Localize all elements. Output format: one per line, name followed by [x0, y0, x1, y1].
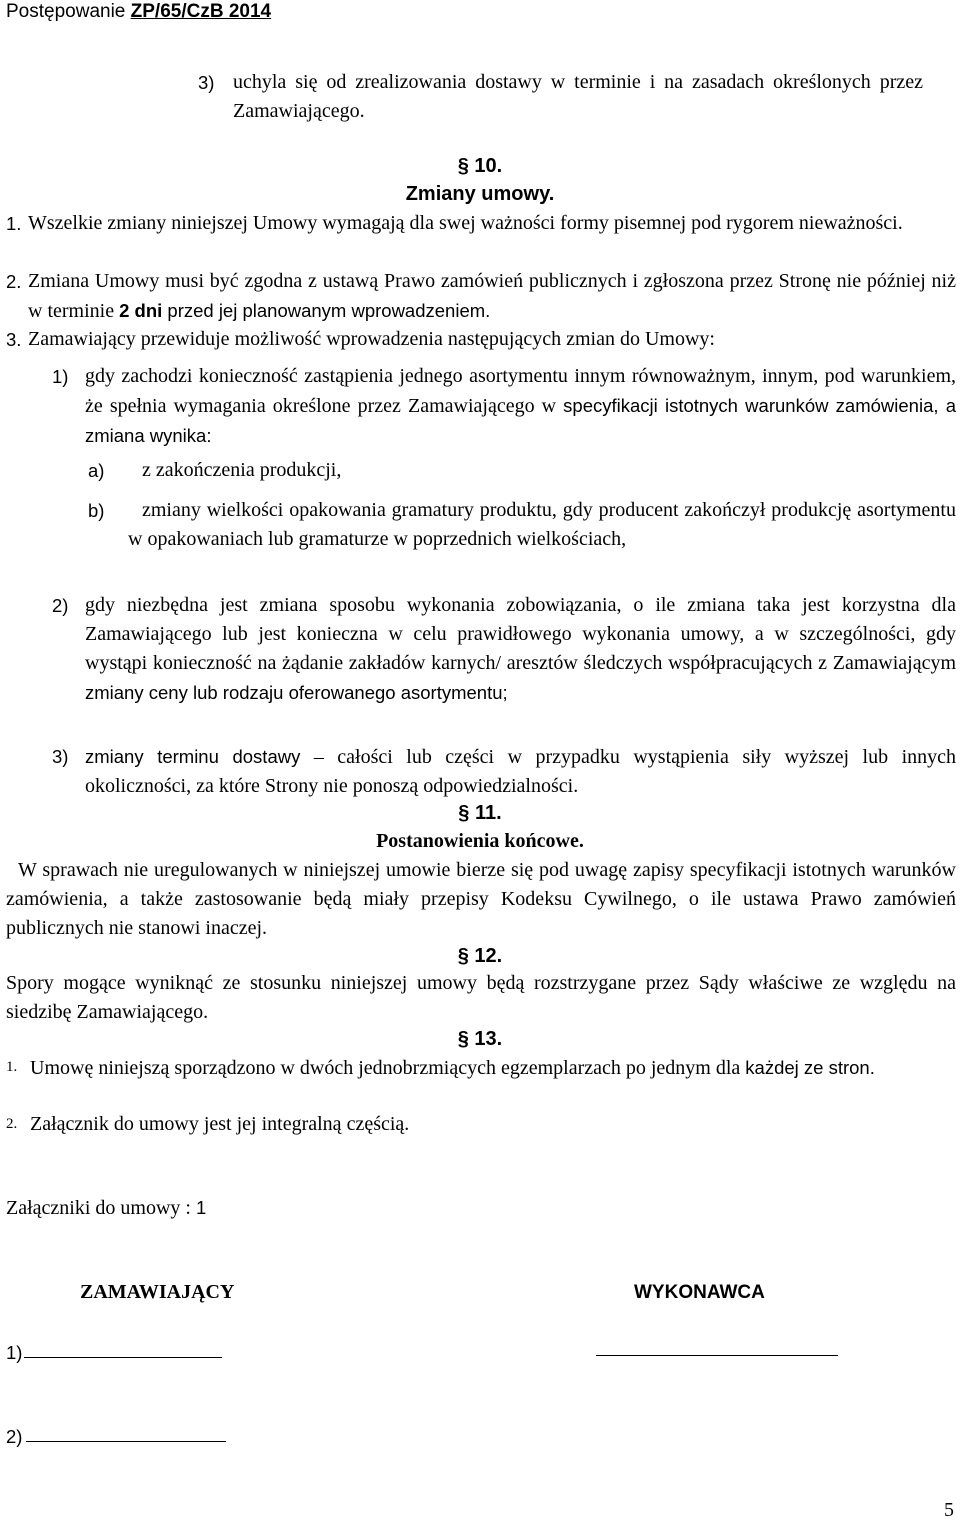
signature-label-contractor: WYKONAWCA: [634, 1282, 765, 1303]
paragraph-text: Wszelkie zmiany niniejszej Umowy wymagają dla swej ważności formy pisemnej pod rygorem nieważności.: [28, 212, 903, 234]
item-number: 3.: [6, 329, 22, 350]
paragraph-text: zmiany terminu dostawy – całości lub części w przypadku wystąpienia siły wyższej lub innych okoliczności, za które Strony nie ponoszą odpowiedzialności.: [85, 746, 957, 797]
subitem-letter: a): [88, 460, 105, 481]
header-prefix: Postępowanie: [6, 1, 131, 22]
paragraph-text: gdy niezbędna jest zmiana sposobu wykonania zobowiązania, o ile zmiana taka jest korzystna dla Zamawiającego lub jest konieczna w celu prawidłowego wykonania umowy, a w szczególności, gdy wystąpi konieczność na żądanie zakładów karnych/ aresztów śledczych współpracujących z Zamawiającym zmiany ceny lub rodzaju oferowanego asortymentu;: [85, 594, 956, 703]
subitem-letter: b): [88, 500, 105, 521]
subitem-number: 3): [52, 746, 69, 767]
document-header: [6, 0, 271, 24]
signature-row-number: 1): [6, 1342, 23, 1363]
paragraph-text: Zamawiający przewiduje możliwość wprowadzenia następujących zmian do Umowy:: [28, 328, 715, 350]
paragraph-text: Umowę niniejszą sporządzono w dwóch jednobrzmiących egzemplarzach po jednym dla każdej ze stron.: [30, 1057, 875, 1079]
item-number: 2.: [6, 1116, 18, 1132]
subitem-number: 2): [52, 595, 69, 616]
paragraph-text: z zakończenia produkcji,: [142, 459, 342, 481]
signature-label-contracting: ZAMAWIAJĄCY: [80, 1281, 235, 1303]
item-number: 1.: [6, 213, 22, 234]
signature-line-right: [596, 1355, 838, 1356]
section-11-title: Postanowienia końcowe.: [376, 830, 584, 852]
item-number: 2.: [6, 271, 22, 292]
item-number: 1.: [6, 1059, 18, 1075]
paragraph-text: Załącznik do umowy jest jej integralną częścią.: [30, 1113, 410, 1135]
section-10-number: § 10.: [457, 155, 503, 177]
section-12-number: § 12.: [457, 945, 503, 967]
section-11-number: § 11.: [458, 802, 502, 824]
item-number: 3): [198, 72, 215, 93]
section-13-number: § 13.: [457, 1028, 503, 1050]
paragraph-text: uchyla się od zrealizowania dostawy w terminie i na zasadach określonych przez Zamawiającego.: [233, 71, 923, 122]
section-10-title: Zmiany umowy.: [405, 183, 555, 205]
page-number: 5: [944, 1499, 954, 1521]
signature-line-left-2: [26, 1441, 226, 1442]
attachments-line: Załączniki do umowy : 1: [6, 1197, 207, 1219]
subitem-number: 1): [52, 366, 69, 387]
signature-line-left: [24, 1357, 222, 1358]
paragraph-text: zmiany wielkości opakowania gramatury produktu, gdy producent zakończył produkcję asortymentu w opakowaniach lub gramaturze w poprzednich wielkościach,: [128, 499, 956, 550]
paragraph-text: W sprawach nie uregulowanych w niniejszej umowie bierze się pod uwagę zapisy specyfikacji istotnych warunków zamówienia, a także zastosowanie będą miały przepisy Kodeksu Cywilnego, o ile ustawa Prawo zamówień publicznych nie stanowi inaczej.: [6, 859, 956, 939]
case-number: ZP/65/CzB 2014: [130, 1, 272, 22]
paragraph-text: gdy zachodzi konieczność zastąpienia jednego asortymentu innym równoważnym, innym, pod warunkiem, że spełnia wymagania określone przez Zamawiającego w specyfikacji istotnych warunków zamówienia, a zmiana wynika:: [85, 365, 957, 446]
paragraph-text: Zmiana Umowy musi być zgodna z ustawą Prawo zamówień publicznych i zgłoszona przez Stronę nie później niż w terminie 2 dni przed jej planowanym wprowadzeniem.: [28, 270, 956, 322]
paragraph-text: Spory mogące wyniknąć ze stosunku niniejszej umowy będą rozstrzygane przez Sądy właściwe ze względu na siedzibę Zamawiającego.: [6, 972, 956, 1023]
signature-row-number: 2): [6, 1426, 23, 1447]
